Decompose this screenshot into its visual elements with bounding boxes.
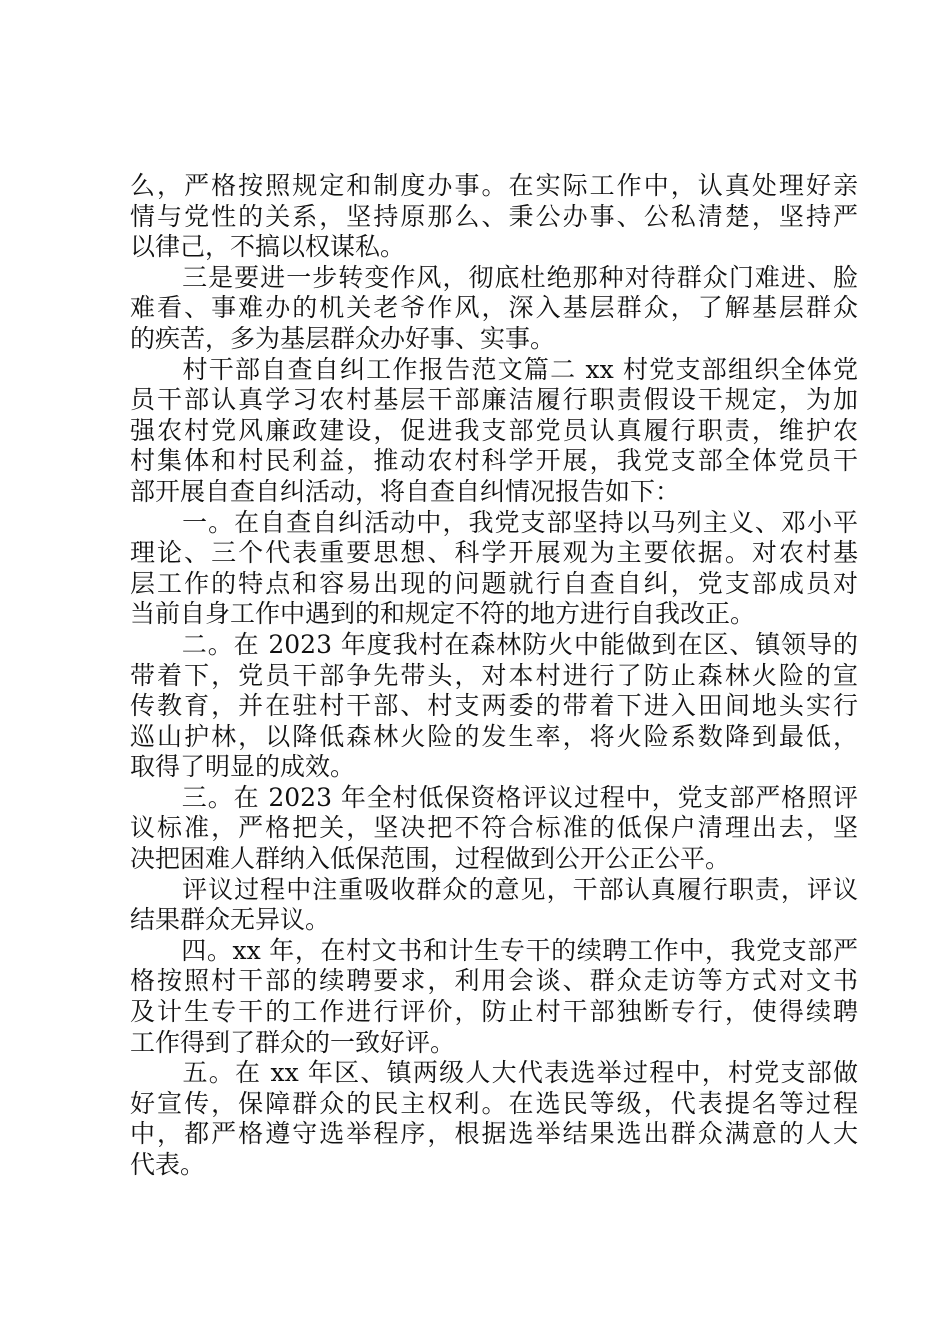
text-line: 么，严格按照规定和制度办事。在实际工作中，认真处理好亲 (130, 171, 858, 200)
text-line: 取得了明显的成效。 (130, 752, 356, 782)
text-line: 三是要进一步转变作风，彻底杜绝那种对待群众门难进、脸 (130, 262, 858, 292)
text-line: 中，都严格遵守选举程序，根据选举结果选出群众满意的人大 (130, 1119, 858, 1149)
text-line: 一。在自查自纠活动中，我党支部坚持以马列主义、邓小平 (130, 507, 858, 537)
text-line: 结果群众无异议。 (130, 905, 331, 935)
text-line: 评议过程中注重吸收群众的意见，干部认真履行职责，评议 (130, 874, 858, 904)
text-line: 三。在 2023 年全村低保资格评议过程中，党支部严格照评 (130, 782, 858, 812)
text-line: 议标准，严格把关，坚决把不符合标准的低保户清理出去，坚 (130, 813, 858, 843)
text-line: 情与党性的关系，坚持原那么、秉公办事、公私清楚，坚持严 (130, 201, 858, 231)
text-line: 工作得到了群众的一致好评。 (130, 1027, 456, 1057)
text-line: 层工作的特点和容易出现的问题就行自查自纠，党支部成员对 (130, 568, 858, 598)
text-line: 格按照村干部的续聘要求，利用会谈、群众走访等方式对文书 (130, 966, 858, 996)
text-line: 二。在 2023 年度我村在森林防火中能做到在区、镇领导的 (130, 629, 858, 659)
text-line: 村干部自查自纠工作报告范文篇二 xx 村党支部组织全体党 (130, 354, 858, 384)
text-line: 五。在 xx 年区、镇两级人大代表选举过程中，村党支部做 (130, 1058, 858, 1088)
text-line: 部开展自查自纠活动，将自查自纠情况报告如下： (130, 476, 681, 506)
text-line: 的疾苦，多为基层群众办好事、实事。 (130, 323, 556, 353)
text-line: 村集体和村民利益，推动农村科学开展，我党支部全体党员干 (130, 446, 858, 476)
text-line: 传教育，并在驻村干部、村支两委的带着下进入田间地头实行 (130, 691, 858, 721)
text-line: 强农村党风廉政建设，促进我支部党员认真履行职责，维护农 (130, 415, 858, 445)
text-line: 带着下，党员干部争先带头，对本村进行了防止森林火险的宣 (130, 660, 858, 690)
text-line: 决把困难人群纳入低保范围，过程做到公开公正公平。 (130, 844, 731, 874)
text-line: 当前自身工作中遇到的和规定不符的地方进行自我改正。 (130, 599, 756, 629)
text-line: 以律己，不搞以权谋私。 (130, 232, 406, 262)
text-line: 及计生专干的工作进行评价，防止村干部独断专行，使得续聘 (130, 997, 858, 1027)
text-line: 难看、事难办的机关老爷作风，深入基层群众，了解基层群众 (130, 293, 858, 323)
document-body (130, 171, 858, 1181)
text-line: 好宣传，保障群众的民主权利。在选民等级，代表提名等过程 (130, 1088, 858, 1118)
text-line: 四。xx 年，在村文书和计生专干的续聘工作中，我党支部严 (130, 935, 858, 965)
text-line: 理论、三个代表重要思想、科学开展观为主要依据。对农村基 (130, 538, 858, 568)
text-line: 巡山护林，以降低森林火险的发生率，将火险系数降到最低， (130, 721, 858, 751)
text-line: 代表。 (130, 1150, 206, 1179)
text-line: 员干部认真学习农村基层干部廉洁履行职责假设干规定，为加 (130, 385, 858, 415)
